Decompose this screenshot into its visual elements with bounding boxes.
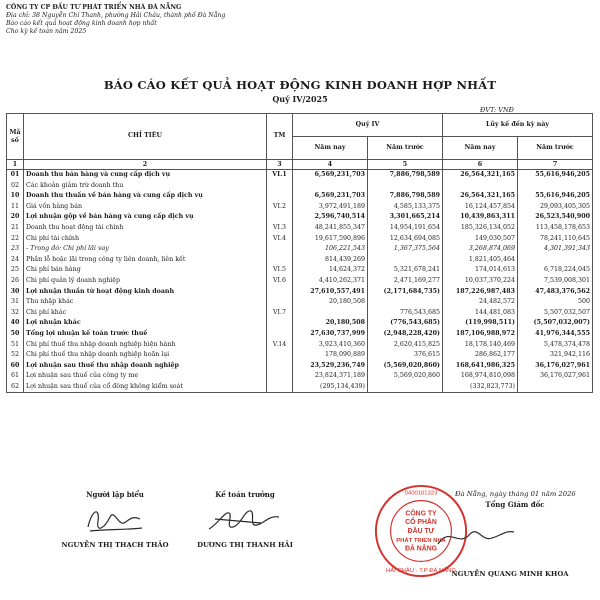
row-cumulative-this-year: 168,641,986,325 [443, 361, 518, 372]
preparer-role: Người lập biểu [86, 490, 144, 499]
row-note: VI.1 [267, 170, 293, 181]
row-quarter-this-year: 27,610,557,491 [293, 287, 368, 298]
table-row [7, 287, 593, 298]
row-quarter-this-year: 48,241,855,347 [293, 223, 368, 234]
row-quarter-last-year: (776,543,685) [368, 318, 443, 329]
row-code: 11 [7, 202, 24, 213]
row-cumulative-last-year: 5,507,032,507 [518, 308, 593, 319]
row-cumulative-this-year: 168,974,810,098 [443, 371, 518, 382]
col-number: 3 [267, 160, 293, 170]
row-quarter-last-year: 776,543,685 [368, 308, 443, 319]
table-row [7, 244, 593, 255]
row-quarter-this-year: 20,180,508 [293, 318, 368, 329]
row-label: Chi phí tài chính [24, 234, 267, 245]
row-code: 23 [7, 244, 24, 255]
table-row [7, 181, 593, 192]
row-label: Doanh thu hoạt động tài chính [24, 223, 267, 234]
director-role: Tổng Giám đốc [485, 500, 545, 509]
row-quarter-this-year [293, 181, 368, 192]
row-note [267, 350, 293, 361]
row-note [267, 297, 293, 308]
currency-unit: ĐVT: VNĐ [480, 106, 514, 114]
row-note [267, 212, 293, 223]
row-note: VI.5 [267, 265, 293, 276]
header-quarter-this-year: Năm nay [293, 137, 368, 160]
table-row [7, 276, 593, 287]
row-cumulative-last-year: 7,539,008,301 [518, 276, 593, 287]
row-quarter-last-year [368, 382, 443, 393]
row-label: Phần lỗ hoặc lãi trong công ty liên doanh, liên kết [24, 255, 267, 266]
row-code: 32 [7, 308, 24, 319]
row-code: 52 [7, 350, 24, 361]
row-quarter-last-year: (2,171,684,735) [368, 287, 443, 298]
row-cumulative-last-year: 41,976,344,555 [518, 329, 593, 340]
row-code: 22 [7, 234, 24, 245]
row-cumulative-this-year: (332,823,773) [443, 382, 518, 393]
row-label: Giá vốn hàng bán [24, 202, 267, 213]
row-note [267, 287, 293, 298]
row-quarter-last-year: 1,367,375,564 [368, 244, 443, 255]
row-cumulative-this-year: 149,030,507 [443, 234, 518, 245]
row-label: Thu nhập khác [24, 297, 267, 308]
row-code: 10 [7, 191, 24, 202]
table-row [7, 318, 593, 329]
row-quarter-last-year: 12,634,694,085 [368, 234, 443, 245]
company-header [6, 4, 225, 36]
row-quarter-this-year: 23,824,371,189 [293, 371, 368, 382]
row-label: Chi phí thuế thu nhập doanh nghiệp hiện hành [24, 340, 267, 351]
svg-text:0400101323: 0400101323 [404, 490, 438, 497]
row-cumulative-last-year: 113,458,178,653 [518, 223, 593, 234]
header-cumulative-last-year: Năm trước [518, 137, 593, 160]
company-address: Địa chỉ: 38 Nguyễn Chí Thanh, phường Hải Châu, thành phố Đà Nẵng [6, 12, 226, 19]
fiscal-period: Cho kỳ kế toán năm 2025 [6, 28, 87, 35]
row-quarter-this-year: 6,569,231,703 [293, 191, 368, 202]
row-cumulative-this-year: 144,481,083 [443, 308, 518, 319]
row-note: VI.4 [267, 234, 293, 245]
income-statement-table [6, 113, 593, 393]
row-quarter-last-year: 5,321,678,241 [368, 265, 443, 276]
row-note: VI.6 [267, 276, 293, 287]
row-cumulative-last-year [518, 181, 593, 192]
col-number: 1 [7, 160, 24, 170]
row-cumulative-this-year: 174,014,613 [443, 265, 518, 276]
row-note: VI.7 [267, 308, 293, 319]
row-code: 31 [7, 297, 24, 308]
accountant-signature-block [185, 490, 305, 549]
row-quarter-last-year [368, 255, 443, 266]
table-row [7, 340, 593, 351]
svg-text:ĐẦU TƯ: ĐẦU TƯ [407, 527, 435, 535]
row-quarter-this-year: 3,923,410,360 [293, 340, 368, 351]
row-cumulative-last-year: 6,718,224,045 [518, 265, 593, 276]
period-subtitle: Quý IV/2025 [272, 94, 328, 104]
row-quarter-this-year: 23,529,236,749 [293, 361, 368, 372]
header-quarter-last-year: Năm trước [368, 137, 443, 160]
row-label: Chi phí bán hàng [24, 265, 267, 276]
row-label: - Trong đó: Chi phí lãi vay [24, 244, 267, 255]
row-cumulative-this-year: 26,564,321,165 [443, 170, 518, 181]
row-quarter-this-year: 178,090,889 [293, 350, 368, 361]
row-code: 30 [7, 287, 24, 298]
row-cumulative-last-year: 36,176,027,961 [518, 361, 593, 372]
row-note [267, 255, 293, 266]
row-label: Các khoản giảm trừ doanh thu [24, 181, 267, 192]
header-quarter: Quý IV [293, 114, 443, 137]
row-label: Tổng lợi nhuận kế toán trước thuế [24, 329, 267, 340]
accountant-signature [195, 499, 295, 539]
report-type: Báo cáo kết quả hoạt động kinh doanh hợp nhất [6, 20, 157, 27]
accountant-role: Kế toán trưởng [215, 490, 275, 499]
row-label: Doanh thu bán hàng và cung cấp dịch vụ [24, 170, 267, 181]
row-quarter-last-year: 376,615 [368, 350, 443, 361]
table-row [7, 170, 593, 181]
row-note [267, 318, 293, 329]
row-cumulative-last-year: 500 [518, 297, 593, 308]
row-quarter-last-year: 4,585,133,375 [368, 202, 443, 213]
row-code: 02 [7, 181, 24, 192]
svg-text:HẢI CHÂU · T.P ĐÀ NẴNG: HẢI CHÂU · T.P ĐÀ NẴNG [386, 568, 456, 575]
row-quarter-last-year: 2,471,169,277 [368, 276, 443, 287]
row-note [267, 191, 293, 202]
row-cumulative-this-year: 187,226,987,483 [443, 287, 518, 298]
row-label: Lợi nhuận sau thuế của công ty mẹ [24, 371, 267, 382]
row-quarter-last-year: 14,954,191,654 [368, 223, 443, 234]
table-body [7, 170, 593, 393]
row-quarter-last-year: 7,886,798,589 [368, 170, 443, 181]
row-quarter-this-year: 14,624,372 [293, 265, 368, 276]
row-cumulative-last-year: 55,616,946,205 [518, 191, 593, 202]
table-row [7, 202, 593, 213]
row-code: 50 [7, 329, 24, 340]
header-note: TM [267, 114, 293, 160]
row-code: 62 [7, 382, 24, 393]
row-quarter-last-year: (5,569,020,860) [368, 361, 443, 372]
row-cumulative-last-year: 321,942,116 [518, 350, 593, 361]
header-cumulative: Lũy kế đến kỳ này [443, 114, 593, 137]
row-cumulative-last-year: (5,507,032,007) [518, 318, 593, 329]
table-row [7, 191, 593, 202]
preparer-signature [70, 499, 160, 539]
table-row [7, 350, 593, 361]
row-quarter-this-year: 20,180,508 [293, 297, 368, 308]
row-quarter-this-year: 106,221,543 [293, 244, 368, 255]
row-code: 01 [7, 170, 24, 181]
row-cumulative-this-year: 286,862,177 [443, 350, 518, 361]
table-row [7, 329, 593, 340]
row-cumulative-this-year: 26,564,321,165 [443, 191, 518, 202]
director-role-block [470, 500, 560, 509]
row-label: Lợi nhuận gộp về bán hàng và cung cấp dịch vụ [24, 212, 267, 223]
table-row [7, 297, 593, 308]
row-code: 51 [7, 340, 24, 351]
row-cumulative-last-year: 5,478,374,478 [518, 340, 593, 351]
row-cumulative-this-year: 10,037,370,224 [443, 276, 518, 287]
row-note: VI.2 [267, 202, 293, 213]
row-quarter-this-year: 4,410,262,371 [293, 276, 368, 287]
director-signature [430, 518, 520, 558]
row-quarter-this-year: 6,569,231,703 [293, 170, 368, 181]
preparer-name: NGUYỄN THỊ THẠCH THẢO [61, 541, 169, 549]
header-cumulative-this-year: Năm nay [443, 137, 518, 160]
table-row [7, 223, 593, 234]
row-quarter-this-year: 19,617,590,896 [293, 234, 368, 245]
row-label: Lợi nhuận khác [24, 318, 267, 329]
director-name: NGUYỄN QUANG MINH KHOA [451, 570, 569, 578]
row-quarter-last-year: 3,301,665,214 [368, 212, 443, 223]
row-code: 40 [7, 318, 24, 329]
row-cumulative-last-year: 4,301,391,343 [518, 244, 593, 255]
col-number: 7 [518, 160, 593, 170]
row-quarter-this-year: 814,439,269 [293, 255, 368, 266]
row-note: VI.3 [267, 223, 293, 234]
col-number: 5 [368, 160, 443, 170]
row-quarter-last-year [368, 181, 443, 192]
page-title: BÁO CÁO KẾT QUẢ HOẠT ĐỘNG KINH DOANH HỢP NHẤT [103, 78, 497, 92]
row-cumulative-this-year: 16,124,457,854 [443, 202, 518, 213]
col-number: 6 [443, 160, 518, 170]
header-code: Mã số [7, 114, 24, 160]
table-row [7, 234, 593, 245]
row-code: 26 [7, 276, 24, 287]
row-note: V.14 [267, 340, 293, 351]
row-cumulative-last-year: 29,093,405,305 [518, 202, 593, 213]
row-cumulative-last-year: 36,176,027,961 [518, 371, 593, 382]
table-row [7, 308, 593, 319]
row-cumulative-last-year: 55,616,946,205 [518, 170, 593, 181]
director-signature-block [440, 570, 580, 578]
row-quarter-last-year: 5,569,020,860 [368, 371, 443, 382]
row-label: Lợi nhuận thuần từ hoạt động kinh doanh [24, 287, 267, 298]
row-code: 21 [7, 223, 24, 234]
svg-text:CỔ PHẦN: CỔ PHẦN [405, 519, 437, 527]
row-note [267, 244, 293, 255]
table-row [7, 255, 593, 266]
row-cumulative-this-year: (119,998,511) [443, 318, 518, 329]
row-note [267, 181, 293, 192]
row-code: 24 [7, 255, 24, 266]
row-code: 61 [7, 371, 24, 382]
table-row [7, 212, 593, 223]
row-quarter-this-year: 3,972,491,189 [293, 202, 368, 213]
row-note [267, 382, 293, 393]
row-cumulative-this-year: 10,439,863,311 [443, 212, 518, 223]
row-code: 20 [7, 212, 24, 223]
row-note [267, 371, 293, 382]
row-cumulative-last-year [518, 255, 593, 266]
row-cumulative-last-year: 78,241,110,645 [518, 234, 593, 245]
row-cumulative-this-year [443, 181, 518, 192]
row-quarter-last-year [368, 297, 443, 308]
row-quarter-last-year: (2,948,228,420) [368, 329, 443, 340]
col-number: 4 [293, 160, 368, 170]
preparer-signature-block [60, 490, 170, 549]
accountant-name: DƯƠNG THỊ THANH HẢI [197, 541, 293, 549]
table-row [7, 371, 593, 382]
row-note [267, 329, 293, 340]
row-cumulative-this-year: 1,821,405,464 [443, 255, 518, 266]
company-name: CÔNG TY CP ĐẦU TƯ PHÁT TRIỂN NHÀ ĐÀ NẴNG [6, 4, 182, 11]
row-cumulative-last-year: 26,523,540,900 [518, 212, 593, 223]
row-code: 25 [7, 265, 24, 276]
row-label: Doanh thu thuần về bán hàng và cung cấp dịch vụ [24, 191, 267, 202]
row-label: Chi phí quản lý doanh nghiệp [24, 276, 267, 287]
svg-text:CÔNG TY: CÔNG TY [405, 510, 437, 518]
svg-text:PHÁT TRIỂN NHÀ: PHÁT TRIỂN NHÀ [396, 537, 446, 544]
row-cumulative-this-year: 3,268,874,069 [443, 244, 518, 255]
row-code: 60 [7, 361, 24, 372]
row-label: Lợi nhuận sau thuế của cổ đông không kiểm soát [24, 382, 267, 393]
col-number: 2 [24, 160, 267, 170]
row-cumulative-this-year: 24,482,572 [443, 297, 518, 308]
row-note [267, 361, 293, 372]
svg-text:ĐÀ NẴNG: ĐÀ NẴNG [404, 545, 438, 553]
row-cumulative-this-year: 18,178,140,469 [443, 340, 518, 351]
row-cumulative-this-year: 187,106,988,972 [443, 329, 518, 340]
row-cumulative-last-year [518, 382, 593, 393]
table-row [7, 361, 593, 372]
row-cumulative-this-year: 185,326,134,052 [443, 223, 518, 234]
table-row [7, 265, 593, 276]
row-label: Lợi nhuận sau thuế thu nhập doanh nghiệp [24, 361, 267, 372]
table-row [7, 382, 593, 393]
header-item: CHỈ TIÊU [24, 114, 267, 160]
row-quarter-this-year [293, 308, 368, 319]
row-label: Chi phí thuế thu nhập doanh nghiệp hoãn lại [24, 350, 267, 361]
row-quarter-this-year: (295,134,439) [293, 382, 368, 393]
row-quarter-last-year: 2,620,415,825 [368, 340, 443, 351]
row-label: Chi phí khác [24, 308, 267, 319]
row-quarter-last-year: 7,886,798,589 [368, 191, 443, 202]
row-cumulative-last-year: 47,483,376,562 [518, 287, 593, 298]
row-quarter-this-year: 27,630,737,999 [293, 329, 368, 340]
row-quarter-this-year: 2,596,740,514 [293, 212, 368, 223]
sign-date: Đà Nẵng, ngày tháng 01 năm 2026 [455, 490, 576, 498]
